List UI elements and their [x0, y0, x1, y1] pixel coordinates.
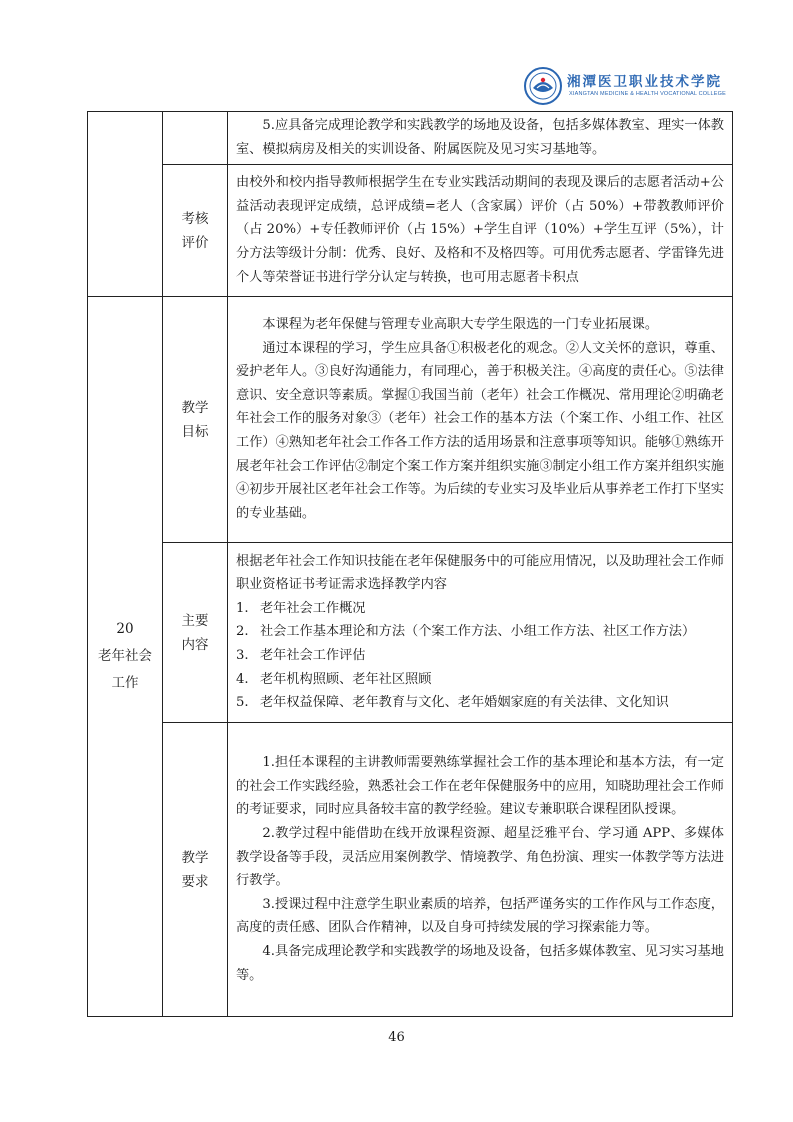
content-label: 主要内容: [163, 543, 228, 723]
school-name-en: XIANGTAN MEDICINE & HEALTH VOCATIONAL COLLEGE: [569, 91, 727, 97]
school-emblem-icon: [523, 66, 563, 106]
list-item: 1. 老年社会工作概况: [236, 600, 366, 616]
table-row: [88, 112, 733, 165]
requirement-cell-prev: [228, 112, 733, 165]
assessment-text: 由校外和校内指导教师根据学生在专业实践活动期间的表现及课后的志愿者活动+公益活动表现评定成绩，总评成绩=老人（含家属）评价（占 50%）+带教教师评价（占 20%）+专任教师评价（占 15%）+学生自评（10%）+学生互评（5%），计分方法等级计分制：优秀、良好、及格和不及格四等。可用优秀志愿者、学雷锋先进个人等荣誉证书进行学分认定与转换，也可用志愿者卡积点: [228, 165, 733, 297]
list-item: 2. 社会工作基本理论和方法（个案工作方法、小组工作方法、社区工作方法）: [236, 624, 696, 640]
requirements-label: 教学要求: [163, 723, 228, 1017]
table-row: [88, 297, 733, 543]
list-item: 4. 老年机构照顾、老年社区照顾: [236, 671, 432, 687]
list-item: 5. 老年权益保障、老年教育与文化、老年婚姻家庭的有关法律、文化知识: [236, 695, 669, 711]
table-row: [88, 543, 733, 723]
course-cell-prev: [88, 112, 163, 297]
school-logo: [523, 66, 727, 106]
course-name-cell: [88, 297, 163, 1017]
requirement-item: 1.担任本课程的主讲教师需要熟练掌握社会工作的基本理论和基本方法，有一定的社会工作实践经验，熟悉社会工作在老年保健服务中的应用，知晓助理社会工作师的考证要求，同时应具备较丰富的教学经验。建议专兼职联合课程团队授课。: [236, 755, 724, 818]
table-row: [88, 723, 733, 1017]
requirement-item: 2.教学过程中能借助在线开放课程资源、超星泛雅平台、学习通 APP、多媒体教学设备等手段，灵活应用案例教学、情境教学、角色扮演、理实一体教学等方法进行教学。: [236, 826, 724, 889]
course-number: 20: [116, 621, 134, 638]
requirements-text: [228, 723, 733, 1017]
objectives-text: 本课程为老年保健与管理专业高职大专学生限选的一门专业拓展课。 通过本课程的学习，学生应具备①积极老化的观念。②人文关怀的意识，尊重、爱护老年人。③良好沟通能力，有同理心，善于积极关注。④高度的责任心。⑤法律意识、安全意识等素质。掌握①我国当前（老年）社会工作概况、常用理论②明确老年社会工作的服务对象③（老年）社会工作的基本方法（个案工作、小组工作、社区工作）④熟知老年社会工作各工作方法的适用场景和注意事项等知识。能够①熟练开展老年社会工作评估②制定个案工作方案并组织实施③制定小组工作方案并组织实施④初步开展社区老年社会工作等。为后续的专业实习及毕业后从事养老工作打下坚实的专业基础。: [228, 297, 733, 543]
requirement-item: 5.应具备完成理论教学和实践教学的场地及设备，包括多媒体教室、理实一体教室、模拟病房及相关的实训设备、附属医院及见习实习基地等。: [236, 118, 724, 157]
objectives-label: 教学目标: [163, 297, 228, 543]
course-name: 老年社会工作: [98, 648, 152, 692]
label-cell-empty: [163, 112, 228, 165]
requirement-item: 3.授课过程中注意学生职业素质的培养，包括严谨务实的工作作风与工作态度，高度的责任感、团队合作精神，以及自身可持续发展的学习探索能力等。: [236, 896, 724, 936]
page-number: 46: [388, 1030, 405, 1045]
table-row: [88, 165, 733, 297]
assessment-label: 考核评价: [163, 165, 228, 297]
list-item: 3. 老年社会工作评估: [236, 647, 366, 663]
requirement-item: 4.具备完成理论教学和实践教学的场地及设备，包括多媒体教室、见习实习基地等。: [236, 943, 724, 983]
course-table: [87, 111, 733, 1017]
school-name-cn: 湘潭医卫职业技术学院: [567, 74, 722, 90]
content-text: 根据老年社会工作知识技能在老年保健服务中的可能应用情况，以及助理社会工作师职业资格证书考证需求选择教学内容 1. 老年社会工作概况 2. 社会工作基本理论和方法（个案工作方法、小组工作方法、社区工作方法） 3. 老年社会工作评估 4. 老年机构照顾、老年社区照顾 5. 老年权益保障、老年教育与文化、老年婚姻家庭的有关法律、文化知识: [228, 543, 733, 723]
